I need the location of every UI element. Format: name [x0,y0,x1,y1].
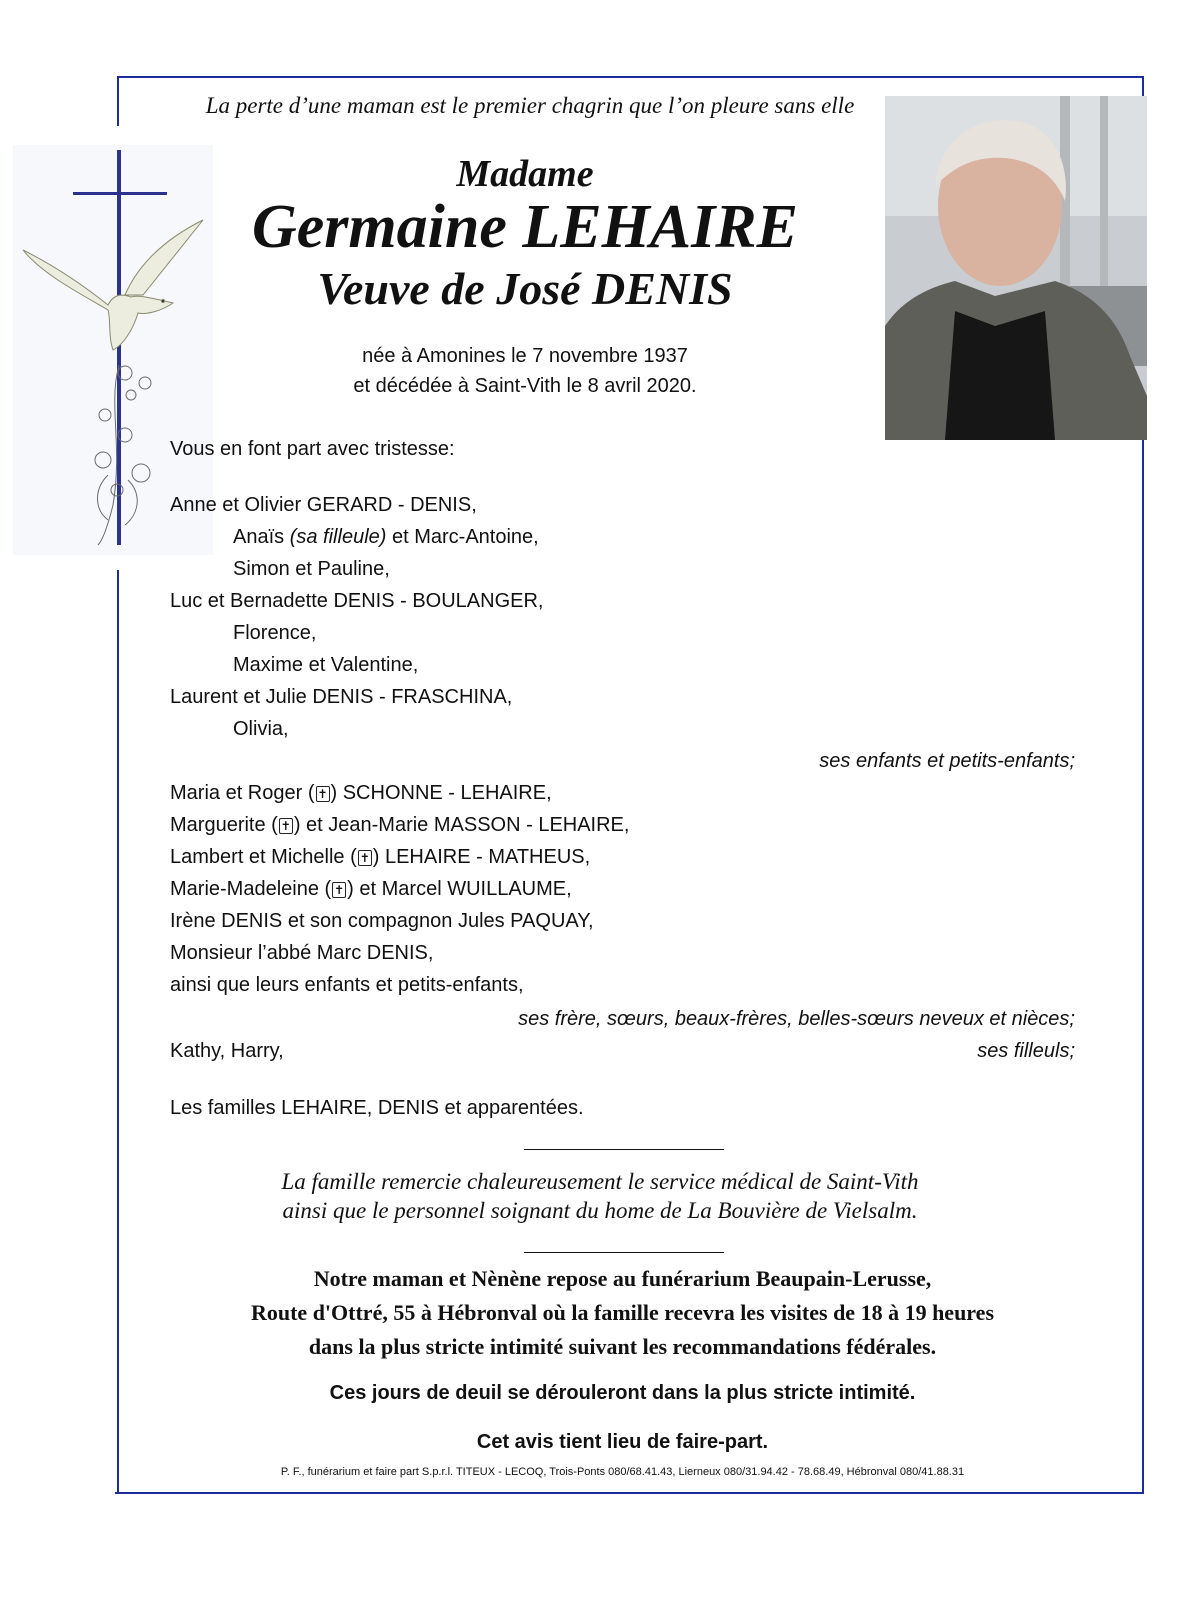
thanks-line: ainsi que le personnel soignant du home de La Bouvière de Vielsalm. [282,1198,918,1223]
mourning-notice: Ces jours de deuil se dérouleront dans la plus stricte intimité. [329,1382,916,1404]
thanks-paragraph [150,1167,1050,1225]
person-note: (sa filleule) [289,526,387,548]
divider [524,1252,724,1253]
notice-line: Notre maman et Nènène repose au funérarium Beaupain-Lerusse, [313,1266,932,1291]
family-line: Simon et Pauline, [233,558,390,580]
sibling-line: Irène DENIS et son compagnon Jules PAQUAY, [170,910,594,932]
sibling-line: Maria et Roger ( ✝ ) SCHONNE - LEHAIRE, [170,782,552,804]
sibling-line: ainsi que leurs enfants et petits-enfants, [170,974,524,996]
sibling-line: Marie-Madeleine ( ✝ ) et Marcel WUILLAUME, [170,878,572,900]
replaces-notice: Cet avis tient lieu de faire-part. [476,1431,769,1453]
siblings-caption: ses frère, sœurs, beaux-frères, belles-sœurs neveux et nièces; [518,1008,1075,1030]
family-line: Florence, [233,622,317,644]
notice-line: Route d'Ottré, 55 à Hébronval où la famille recevra les visites de 18 à 19 heures [250,1300,994,1325]
frame-bottom-border [115,1492,1144,1494]
godchildren-line: Kathy, Harry, [170,1040,284,1062]
family-line [233,526,539,549]
family-line: Luc et Bernadette DENIS - BOULANGER, [170,590,544,612]
frame-left-border-top [117,76,119,126]
family-line: Laurent et Julie DENIS - FRASCHINA, [170,686,513,708]
cross-icon: ✝ [359,851,370,865]
notice-line: dans la plus stricte intimité suivant les recommandations fédérales. [308,1334,937,1359]
portrait-photo [885,96,1147,440]
funeral-home-footer: P. F., funérarium et faire part S.p.r.l. TITEUX - LECOQ, Trois-Ponts 080/68.41.43, Lierneux 080/31.94.42 - 78.68.49, Hébronval 080/41.88.31 [280,1466,965,1478]
death-line: et décédée à Saint-Vith le 8 avril 2020. [353,375,697,397]
family-line: Olivia, [233,718,289,740]
sibling-line: Lambert et Michelle ( ✝ ) LEHAIRE - MATHEUS, [170,846,591,868]
memorial-quote: La perte d’une maman est le premier chagrin que l’on pleure sans elle [205,93,855,118]
sibling-line: Monsieur l’abbé Marc DENIS, [170,942,434,964]
families-line: Les familles LEHAIRE, DENIS et apparentées. [170,1097,584,1119]
cross-icon: ✝ [317,787,328,801]
family-line: Anne et Olivier GERARD - DENIS, [170,494,477,516]
frame-top-border [117,76,1144,78]
visitation-notice [100,1262,1145,1364]
godchildren-caption: ses filleuls; [977,1040,1075,1062]
family-line: Maxime et Valentine, [233,654,419,676]
divider [524,1149,724,1150]
birth-line: née à Amonines le 7 novembre 1937 [362,345,688,367]
intro-text: Vous en font part avec tristesse: [170,438,455,460]
sibling-line: Marguerite ( ✝ ) et Jean-Marie MASSON - LEHAIRE, [170,814,630,836]
person-name: Anaïs [233,526,285,548]
cross-icon: ✝ [334,883,345,897]
thanks-line: La famille remercie chaleureusement le service médical de Saint-Vith [281,1169,919,1194]
widow-of-line: Veuve de José DENIS [317,263,733,314]
deceased-name: Germaine LEHAIRE [251,193,798,261]
person-name: et Marc-Antoine, [391,526,539,548]
cross-icon: ✝ [280,819,291,833]
children-caption: ses enfants et petits-enfants; [819,750,1075,772]
birth-death-dates [200,341,850,401]
honorific-title: Madame [456,153,594,195]
